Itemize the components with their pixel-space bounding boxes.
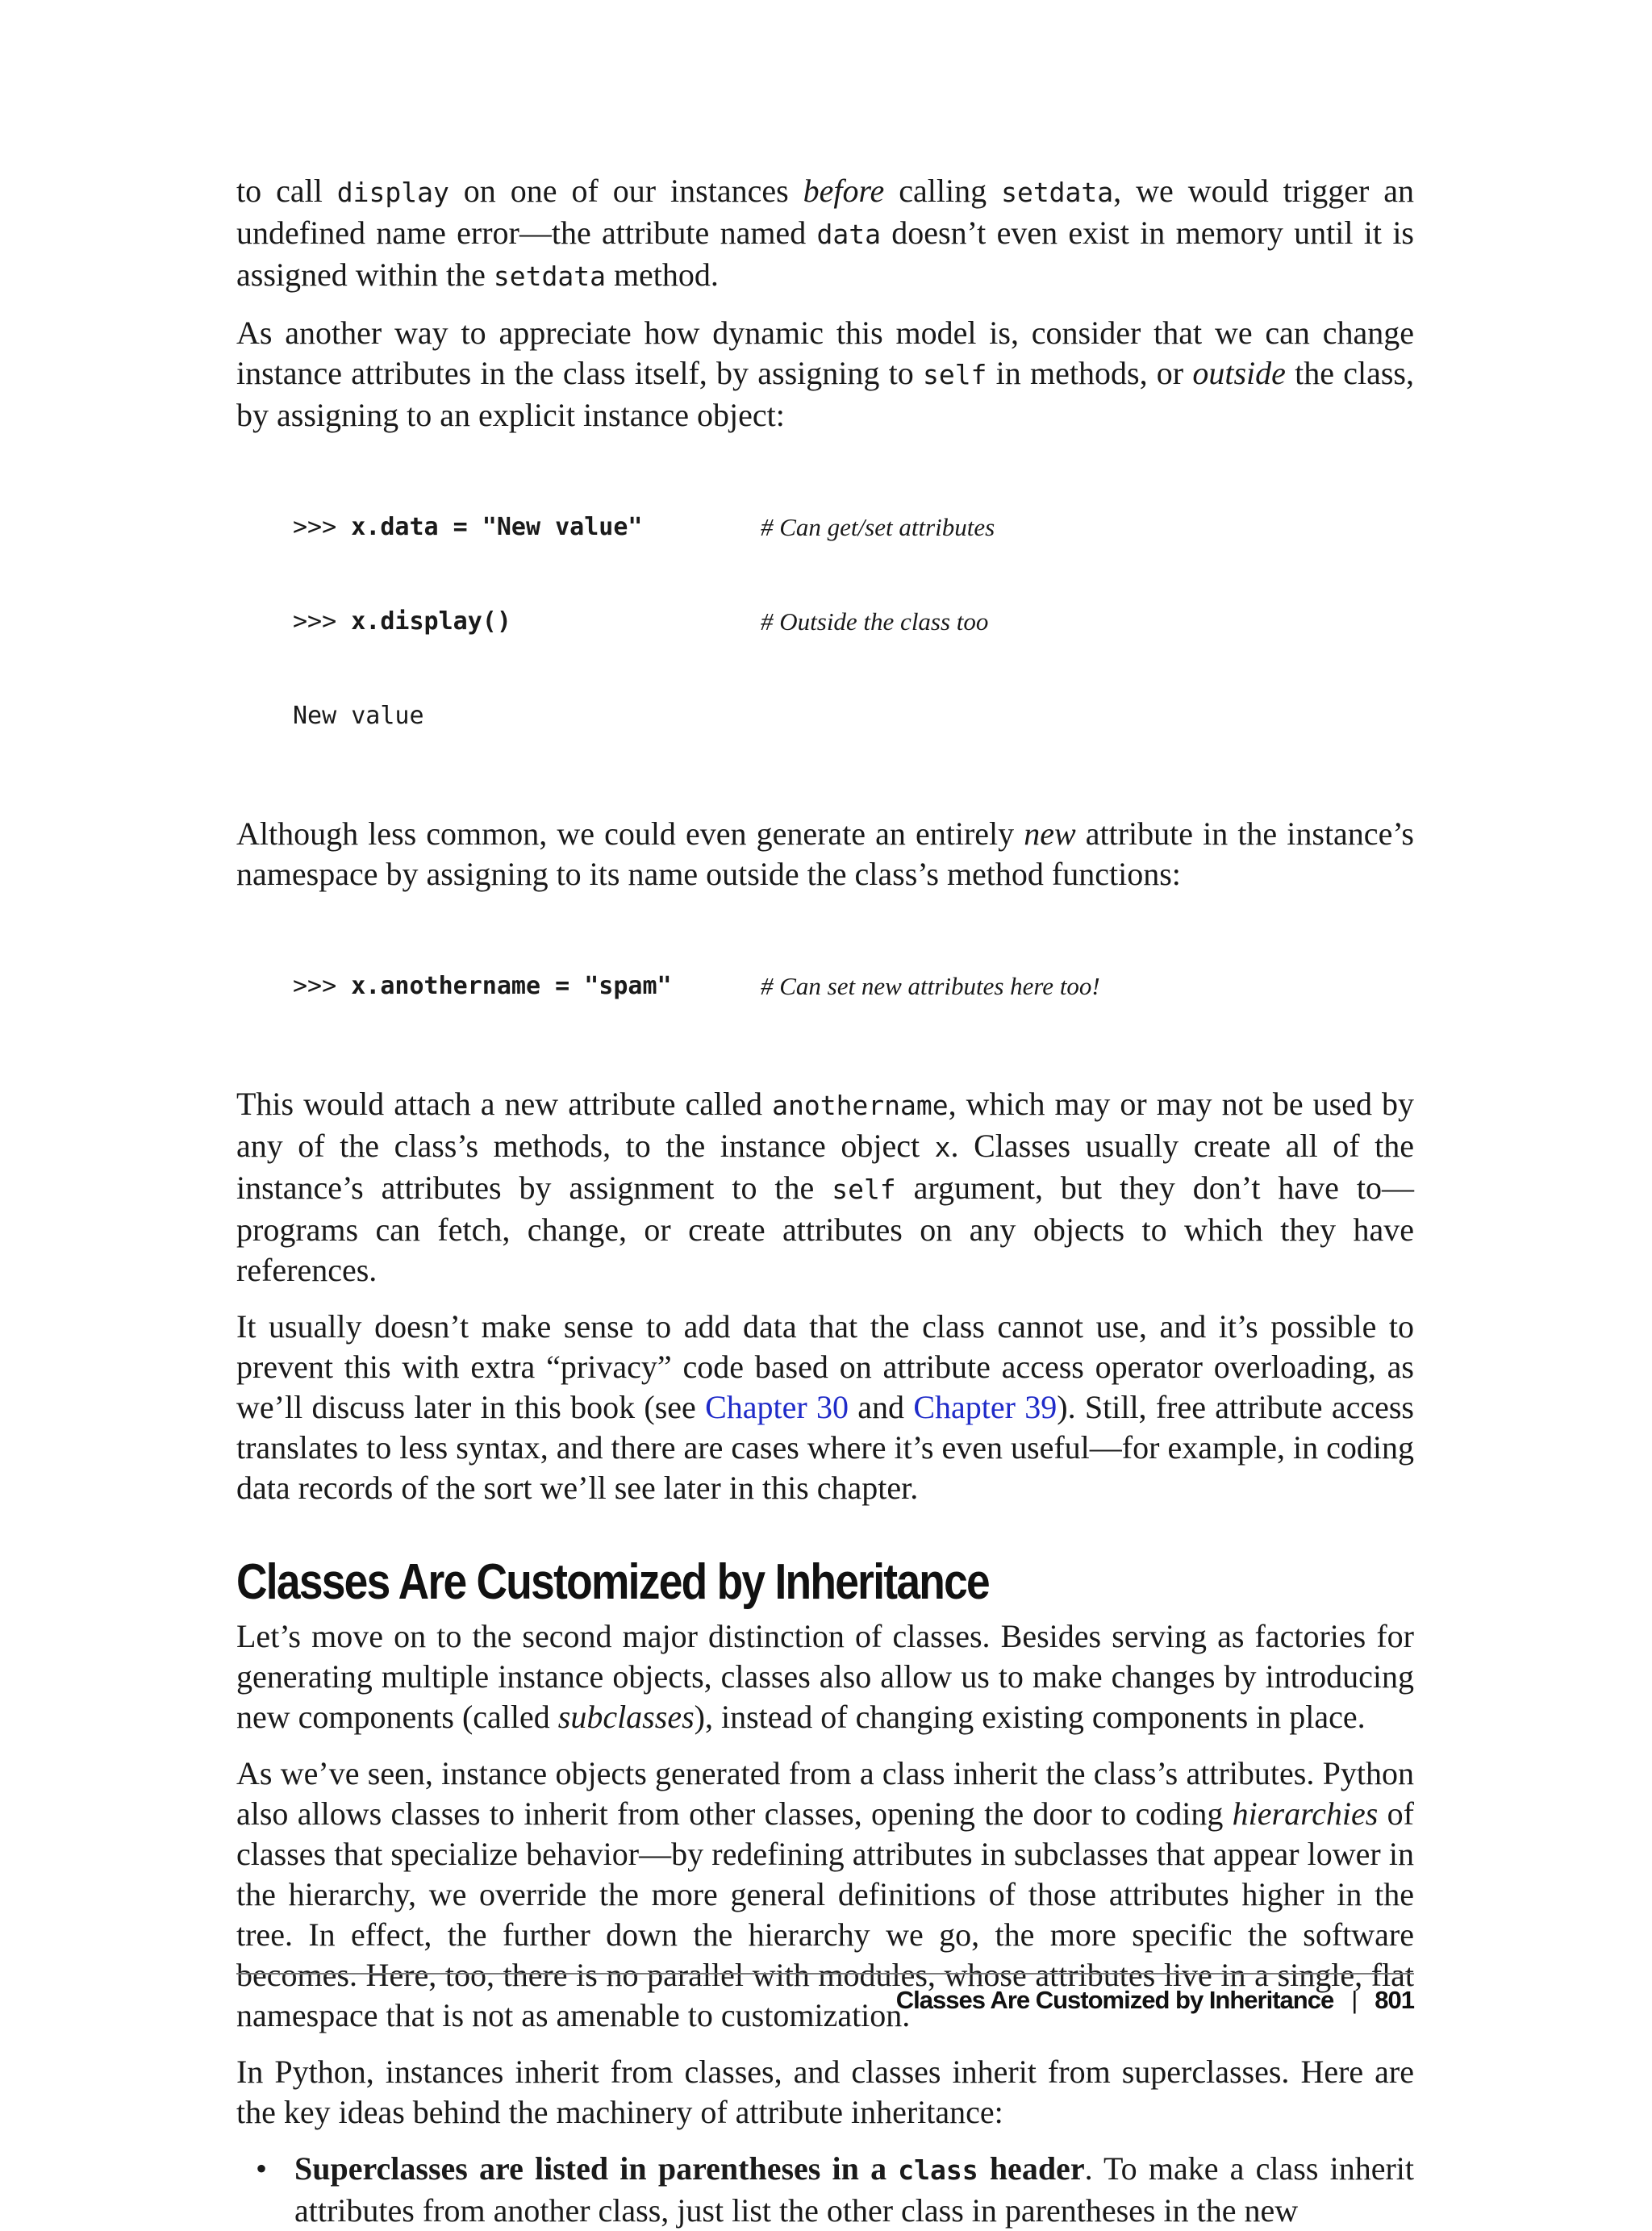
text: In Python, instances inherit from classes, and classes inherit from superclasses. Here are the key ideas behind the machinery of attribute inheritance:	[236, 2054, 1414, 2130]
code-comment: # Can get/set attributes	[761, 513, 995, 541]
bullet-list	[236, 2149, 1414, 2231]
footer-divider	[236, 1973, 1414, 1975]
inline-code: setdata	[493, 261, 606, 292]
emphasis: before	[803, 173, 885, 209]
code-comment: # Outside the class too	[761, 607, 989, 636]
text: method.	[605, 256, 719, 293]
running-title: Classes Are Customized by Inheritance	[895, 1986, 1334, 2014]
code-line	[293, 606, 1414, 637]
bold-text: header	[978, 2150, 1085, 2187]
text: As we’ve seen, instance objects generated from a class inherit the class’s attributes. Python also allows classes to inherit from other classes, opening the door to coding	[236, 1755, 1414, 1832]
paragraph-5	[236, 1307, 1414, 1508]
inline-code: x	[934, 1132, 951, 1163]
emphasis: subclasses	[557, 1699, 695, 1735]
text: . Classes usually create all of the instance’s attributes by assignment to the	[236, 1128, 1414, 1206]
code-text: >>> x.data = "New value"	[293, 513, 643, 541]
page-footer	[236, 1986, 1414, 2015]
inline-code: data	[816, 219, 881, 250]
paragraph-1	[236, 171, 1414, 297]
code-text: New value	[293, 702, 424, 730]
page-body	[236, 171, 1414, 2231]
chapter-30-link[interactable]: Chapter 30	[705, 1389, 849, 1425]
text: of classes that specialize behavior—by redefining attributes in subclasses that appear lower in the hierarchy, we override the more general definitions of those attributes higher in the tree. In effect, the further down the hierarchy we go, the more specific the software becomes. Here, too, there is no parallel with modules, whose attributes live in a single, flat namespace that is not as amenable to customization.	[236, 1795, 1414, 2033]
paragraph-8	[236, 2052, 1414, 2133]
text: Although less common, we could even generate an entirely	[236, 815, 1024, 852]
emphasis: outside	[1192, 355, 1286, 391]
emphasis: hierarchies	[1232, 1795, 1379, 1832]
text: . To make a class inherit attributes from another class, just list the other class in parentheses in the new	[294, 2150, 1414, 2229]
code-line	[293, 970, 1414, 1002]
text: It usually doesn’t make sense to add data that the class cannot use, and it’s possible to prevent this with extra “privacy” code based on attribute access operator overloading, as we’ll discuss later in this book (see	[236, 1308, 1414, 1425]
code-comment: # Can set new attributes here too!	[761, 972, 1100, 1000]
text: and	[849, 1389, 914, 1425]
text: , we would trigger an undefined name error—the attribute named	[236, 173, 1414, 251]
inline-code: self	[922, 359, 987, 390]
text: , which may or may not be used by any of the class’s methods, to the instance object	[236, 1086, 1415, 1164]
code-text: >>> x.display()	[293, 607, 511, 636]
text: the class, by assigning to an explicit instance object:	[236, 355, 1414, 433]
section-heading: Classes Are Customized by Inheritance	[236, 1554, 989, 1610]
text: on one of our instances	[448, 173, 803, 209]
text: ), instead of changing existing components in place.	[694, 1699, 1366, 1735]
code-line	[293, 511, 1414, 543]
text: As another way to appreciate how dynamic this model is, consider that we can change instance attributes in the class itself, by assigning to	[236, 315, 1414, 391]
text: Let’s move on to the second major distinction of classes. Besides serving as factories for generating multiple instance objects, classes also allow us to make changes by introducing new components (called	[236, 1618, 1414, 1735]
inline-code: self	[832, 1174, 896, 1205]
chapter-39-link[interactable]: Chapter 39	[913, 1389, 1058, 1425]
code-block-1	[293, 448, 1414, 794]
inline-code: display	[336, 177, 449, 208]
code-block-2	[293, 907, 1414, 1065]
code-output	[293, 700, 1414, 732]
inline-code: class	[898, 2154, 978, 2186]
text: in methods, or	[987, 355, 1193, 391]
text: argument, but they don’t have to—programs can fetch, change, or create attributes on any objects to which they have references.	[236, 1170, 1414, 1288]
emphasis: new	[1024, 815, 1076, 852]
inline-code: anothername	[772, 1090, 949, 1121]
text: calling	[884, 173, 1002, 209]
text: This would attach a new attribute called	[236, 1086, 773, 1122]
text: attribute in the instance’s namespace by assigning to its name outside the class’s method functions:	[236, 815, 1414, 892]
page-number: 801	[1375, 1986, 1414, 2014]
paragraph-6	[236, 1616, 1414, 1737]
inline-code: setdata	[1001, 177, 1114, 208]
text: ). Still, free attribute access translates to less syntax, and there are cases where it’s even useful—for example, in coding data records of the sort we’ll see later in this chapter.	[236, 1389, 1414, 1506]
code-text: >>> x.anothername = "spam"	[293, 972, 672, 1000]
paragraph-2	[236, 313, 1414, 436]
footer-separator: |	[1351, 1986, 1358, 2014]
text: to call	[236, 173, 337, 209]
paragraph-3	[236, 814, 1414, 894]
bullet-icon: •	[256, 2150, 268, 2187]
list-item	[236, 2149, 1414, 2231]
text: doesn’t even exist in memory until it is assigned within the	[236, 215, 1415, 293]
paragraph-4	[236, 1084, 1414, 1291]
bold-text: Superclasses are listed in parentheses in a	[294, 2150, 899, 2187]
